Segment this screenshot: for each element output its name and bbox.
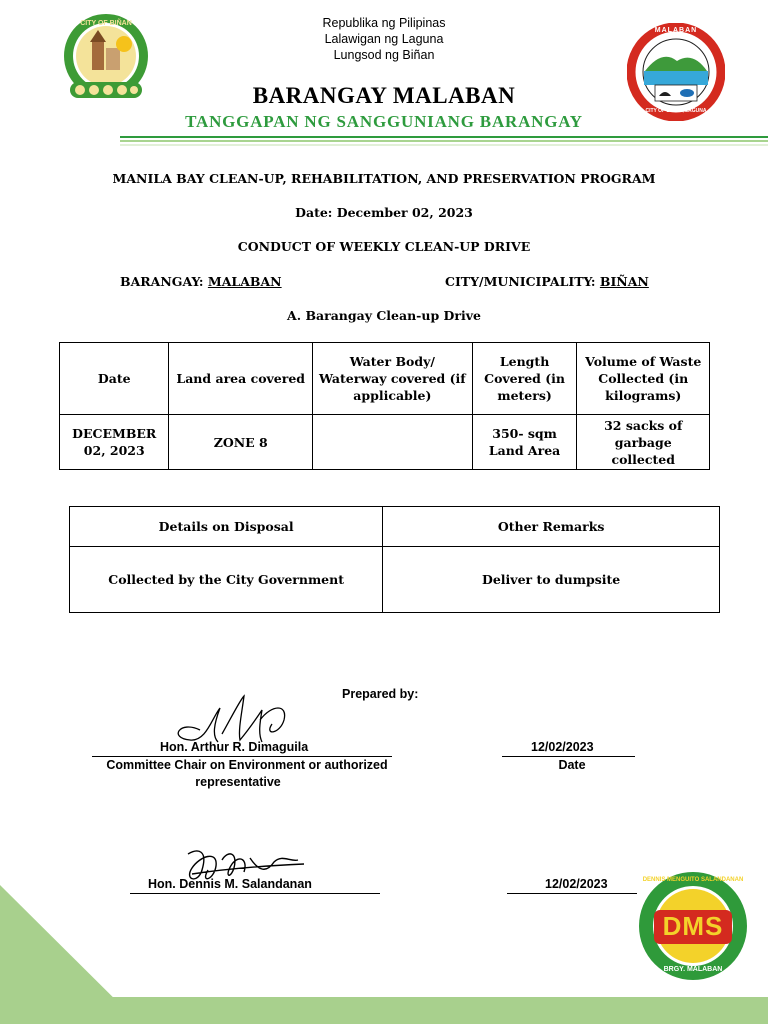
city-value: BIÑAN: [599, 274, 649, 289]
signer1-title-line2: representative: [195, 775, 281, 789]
barangay-value: MALABAN: [207, 274, 282, 289]
header-land-area: Land area covered: [169, 343, 312, 415]
signer2-date: 12/02/2023: [545, 877, 608, 891]
activity-title: CONDUCT OF WEEKLY CLEAN-UP DRIVE: [237, 239, 531, 254]
barangay-field: [120, 274, 282, 289]
date-line: Date: December 02, 2023: [295, 205, 473, 220]
cell-land-area: ZONE 8: [169, 415, 312, 470]
signer1-line: [92, 756, 392, 757]
date-label: Date: [558, 758, 586, 772]
header-date: Date: [60, 343, 169, 415]
table-row: [60, 415, 710, 470]
province-line: Lalawigan ng Laguna: [324, 32, 444, 46]
barangay-label: BARANGAY:: [120, 274, 204, 289]
right-seal-top-text: MALABAN: [654, 27, 698, 34]
malaban-seal: [627, 23, 725, 121]
city-label: CITY/MUNICIPALITY:: [445, 274, 596, 289]
cell-date: DECEMBER 02, 2023: [60, 415, 169, 470]
header-length: Length Covered (in meters): [472, 343, 577, 415]
header-volume: Volume of Waste Collected (in kilograms): [577, 343, 710, 415]
disposal-header-row: [70, 507, 720, 547]
signer1-title-line1: Committee Chair on Environment or authorized: [106, 758, 388, 772]
office-title: TANGGAPAN NG SANGGUNIANG BARANGAY: [185, 112, 583, 131]
prepared-by-label: Prepared by:: [342, 687, 419, 701]
header-details-disposal: Details on Disposal: [70, 507, 383, 547]
barangay-title: BARANGAY MALABAN: [252, 83, 516, 108]
city-field: [445, 274, 649, 289]
cell-length: 350- sqm Land Area: [472, 415, 577, 470]
table-row: [70, 547, 720, 613]
header-water-body: Water Body/ Waterway covered (if applicable): [312, 343, 472, 415]
date-line-1: [502, 756, 635, 757]
seal-center-text: DMS: [662, 911, 724, 941]
signer1-date: 12/02/2023: [531, 740, 594, 754]
section-title: A. Barangay Clean-up Drive: [287, 308, 481, 323]
disposal-table: [69, 506, 720, 613]
signer2-name: Hon. Dennis M. Salandanan: [148, 877, 312, 891]
signer2-line: [130, 893, 380, 894]
cleanup-table: [59, 342, 710, 470]
seal-top-text: DENNIS MENGUITO SALANDANAN: [642, 877, 744, 883]
date-line-2: [507, 893, 637, 894]
cell-water-body: [312, 415, 472, 470]
city-line: Lungsod ng Biñan: [333, 48, 435, 62]
seal-bottom-text: BRGY. MALABAN: [663, 966, 723, 973]
left-seal-text: CITY OF BIÑAN: [80, 20, 132, 27]
header-other-remarks: Other Remarks: [383, 507, 720, 547]
table-header-row: [60, 343, 710, 415]
republic-line: Republika ng Pilipinas: [322, 16, 446, 30]
signer1-name: Hon. Arthur R. Dimaguila: [160, 740, 309, 754]
cell-disposal-details: Collected by the City Government: [70, 547, 383, 613]
cell-volume: 32 sacks of garbage collected: [577, 415, 710, 470]
right-seal-bottom-text: CITY OF BIÑAN, LAGUNA: [645, 108, 707, 114]
cell-other-remarks: Deliver to dumpsite: [383, 547, 720, 613]
footer-band: [0, 997, 768, 1024]
program-title: MANILA BAY CLEAN-UP, REHABILITATION, AND PRESERVATION PROGRAM: [112, 171, 656, 186]
